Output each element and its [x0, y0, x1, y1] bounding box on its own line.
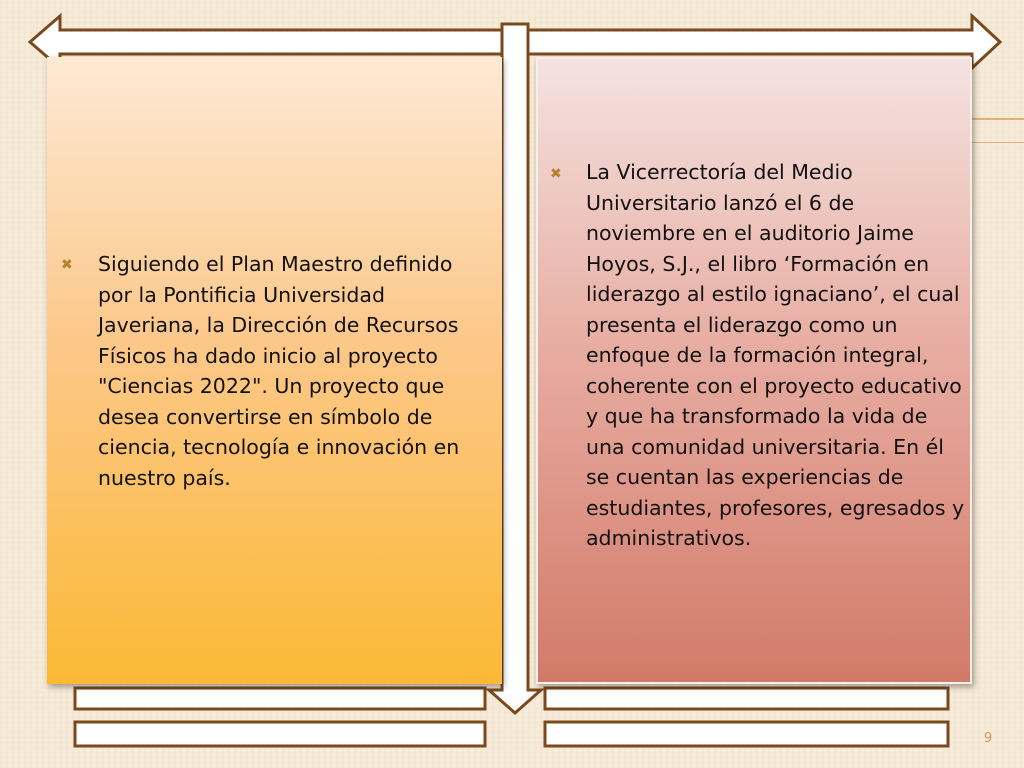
left-panel-text: Siguiendo el Plan Maestro definido por la Pontificia Universidad Javeriana, la Dirección de Recursos Físicos ha dado inicio al proyecto "Ciencias 2022". Un proyecto que desea convertirse en símbolo de ciencia, tecnología e innovación en nuestro país.: [98, 252, 460, 490]
bottom-box-left-1: [75, 688, 485, 709]
bottom-box-right-1: [545, 688, 948, 709]
bottom-box-left-2: [75, 722, 485, 746]
x-bullet-icon: ✖: [550, 166, 562, 182]
left-text-panel: [47, 57, 502, 684]
right-text-panel: [536, 57, 972, 684]
slide-number: 9: [984, 731, 993, 746]
x-bullet-icon: ✖: [61, 257, 73, 273]
right-panel-text: La Vicerrectoría del Medio Universitario lanzó el 6 de noviembre en el auditorio Jaime Hoyos, S.J., el libro ‘Formación en liderazgo al estilo ignaciano’, el cual presenta el liderazgo como un enfoque de la formación integral, coherente con el proyecto educativo y que ha transformado la vida de una comunidad universitaria. En él se cuentan las experiencias de estudiantes, profesores, egresados y administrativos.: [586, 160, 965, 550]
bottom-box-right-2: [545, 722, 948, 746]
